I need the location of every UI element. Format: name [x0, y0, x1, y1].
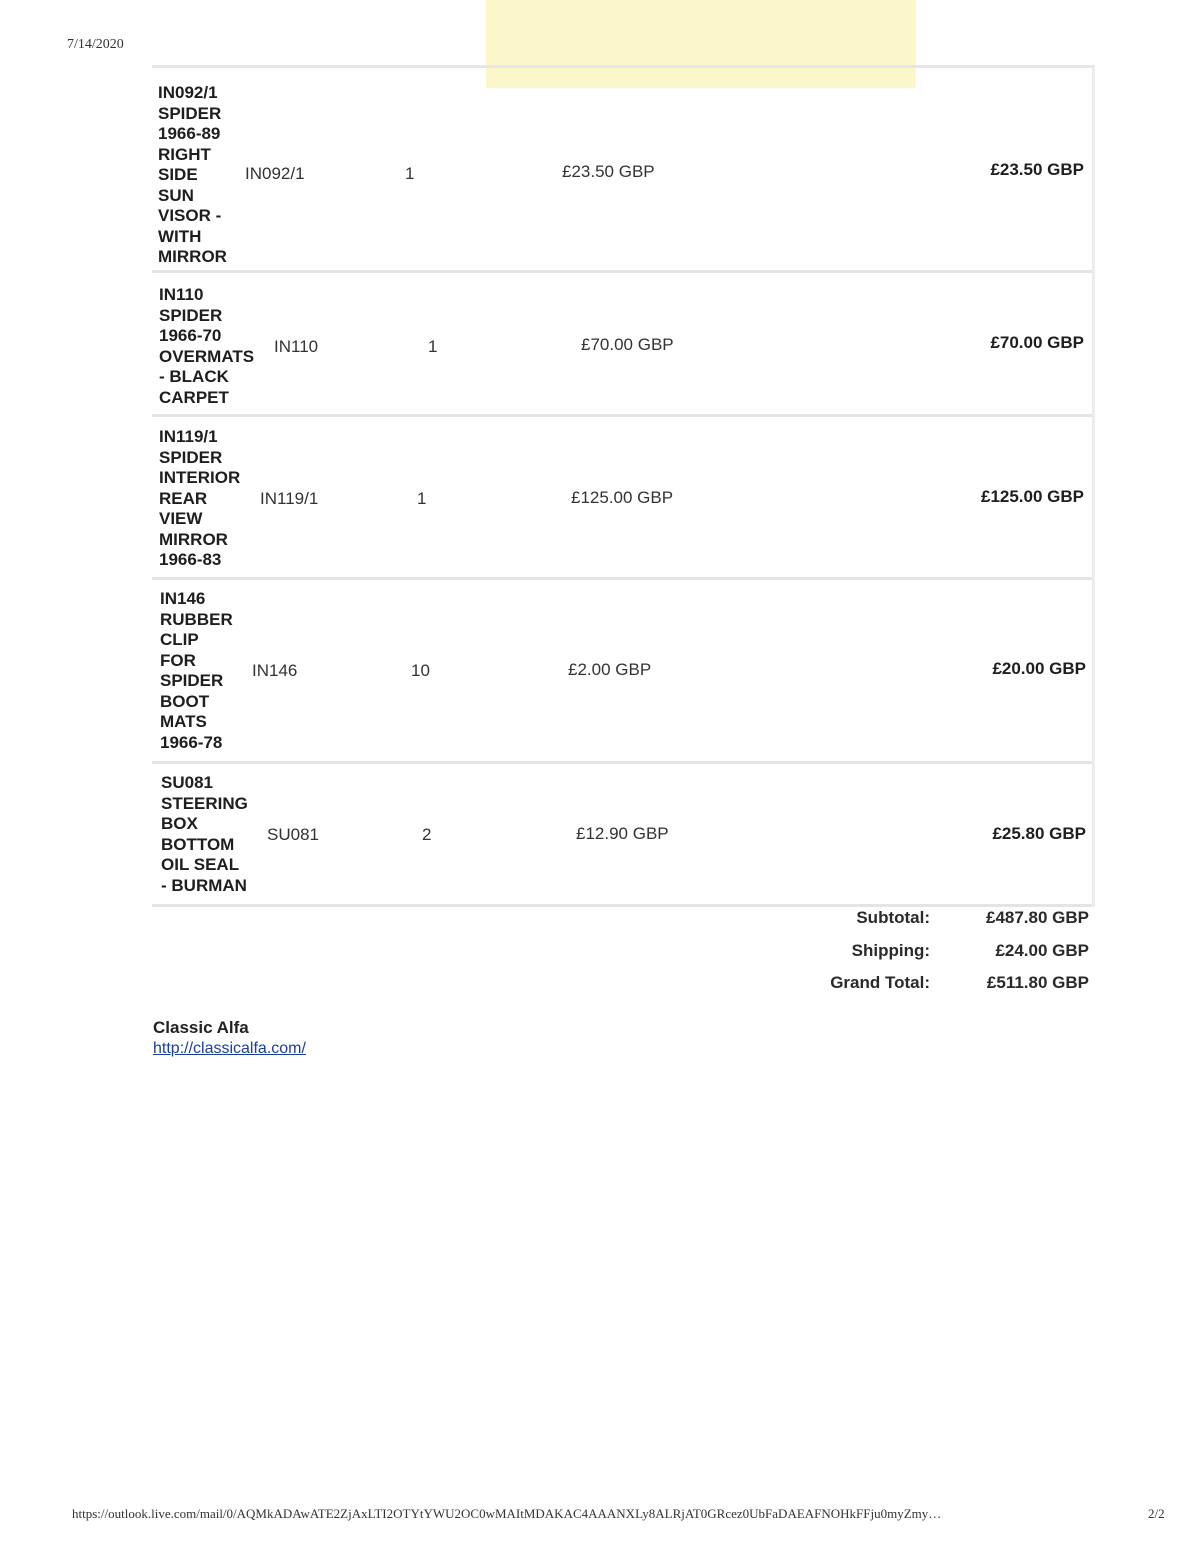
- table-row: [152, 68, 1092, 273]
- store-info: [153, 1018, 306, 1058]
- item-sku: IN146: [252, 661, 298, 680]
- item-qty: 1: [417, 489, 427, 508]
- item-description: IN119/1 SPIDER INTERIOR REAR VIEW MIRROR 1966-83: [159, 427, 241, 569]
- store-name: Classic Alfa: [153, 1018, 249, 1037]
- item-sku: IN119/1: [260, 489, 319, 508]
- subtotal-row: [760, 905, 1092, 938]
- grand-total-label: Grand Total:: [830, 973, 930, 992]
- item-total: £23.50 GBP: [990, 160, 1084, 179]
- item-description: IN092/1 SPIDER 1966-89 RIGHT SIDE SUN VISOR - WITH MIRROR: [158, 83, 227, 266]
- shipping-row: [760, 938, 1092, 971]
- grand-total-value: £511.80 GBP: [986, 973, 1089, 992]
- item-total: £125.00 GBP: [980, 487, 1084, 506]
- table-row: [152, 580, 1092, 764]
- item-qty: 1: [428, 337, 438, 356]
- subtotal-label: Subtotal:: [856, 908, 930, 927]
- item-total: £70.00 GBP: [990, 333, 1084, 352]
- order-items-table: [152, 65, 1095, 907]
- shipping-label: Shipping:: [851, 940, 930, 960]
- item-price: £23.50 GBP: [562, 162, 655, 181]
- item-sku: SU081: [267, 825, 319, 844]
- item-total: £20.00 GBP: [992, 659, 1086, 678]
- item-qty: 2: [422, 825, 432, 844]
- table-row: [152, 273, 1092, 417]
- grand-total-row: [760, 970, 1092, 1003]
- item-sku: IN092/1: [245, 164, 305, 183]
- store-website-link[interactable]: http://classicalfa.com/: [153, 1040, 306, 1057]
- item-price: £2.00 GBP: [568, 660, 652, 679]
- item-price: £12.90 GBP: [576, 824, 669, 843]
- item-description: IN146 RUBBER CLIP FOR SPIDER BOOT MATS 1966-78: [160, 589, 233, 752]
- print-date: 7/14/2020: [67, 37, 124, 52]
- item-total: £25.80 GBP: [992, 824, 1086, 843]
- item-sku: IN110: [274, 337, 319, 356]
- table-row: [152, 417, 1092, 580]
- page-url: https://outlook.live.com/mail/0/AQMkADAwATE2ZjAxLTI2OTYtYWU2OC0wMAItMDAKAC4AAANXLy8ALRjAT0GRcez0UbFaDAEAFNOHkFFju0myZmy…: [72, 1506, 942, 1521]
- item-price: £70.00 GBP: [581, 335, 674, 354]
- item-qty: 10: [411, 661, 430, 680]
- table-row: [152, 764, 1092, 907]
- subtotal-value: £487.80 GBP: [985, 908, 1089, 927]
- item-description: SU081 STEERING BOX BOTTOM OIL SEAL - BURMAN: [161, 773, 248, 895]
- item-price: £125.00 GBP: [571, 488, 674, 507]
- order-summary: [760, 905, 1092, 1003]
- page-number: 2/2: [1148, 1506, 1165, 1521]
- item-qty: 1: [405, 164, 415, 183]
- shipping-value: £24.00 GBP: [995, 940, 1089, 960]
- item-description: IN110 SPIDER 1966-70 OVERMATS - BLACK CARPET: [159, 285, 255, 407]
